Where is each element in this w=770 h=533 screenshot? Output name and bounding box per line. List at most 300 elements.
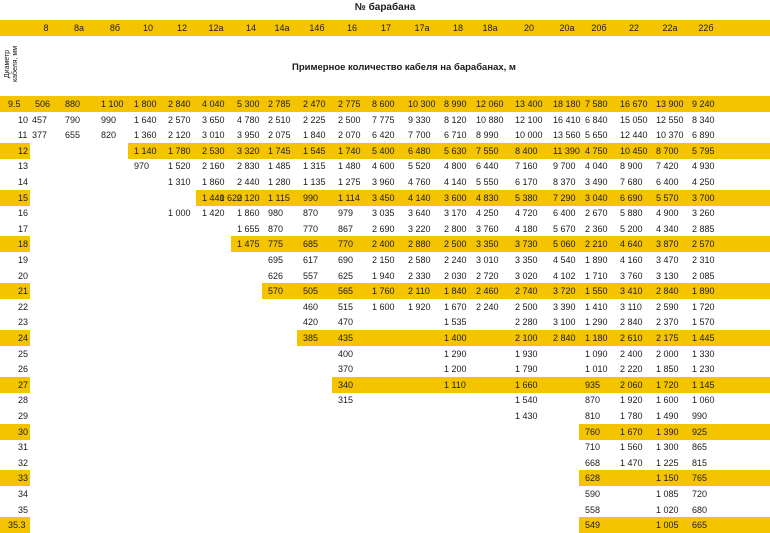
table-cell: 4 040 (202, 99, 225, 109)
table-cell: 8 900 (620, 161, 643, 172)
table-cell: 3 720 (553, 286, 576, 297)
column-header: 8а (73, 23, 84, 33)
table-cell: 2 500 (515, 301, 538, 312)
row-diameter: 24 (18, 333, 29, 343)
table-cell: 1 135 (303, 177, 326, 187)
table-cell: 2 400 (620, 348, 643, 359)
row-diameter: 31 (18, 442, 29, 453)
table-cell: 3 870 (656, 239, 679, 250)
table-cell: 6 400 (656, 177, 679, 187)
table-cell: 7 700 (408, 130, 431, 141)
table-cell: 9 700 (553, 161, 576, 172)
table-cell: 5 520 (408, 161, 431, 172)
table-subtitle: Примерное количество кабеля на барабанах, м (292, 62, 516, 73)
table-cell: 2 460 (476, 286, 499, 297)
table-cell: 4 830 (476, 192, 499, 203)
table-cell: 2 610 (620, 333, 643, 343)
table-cell: 8 340 (692, 114, 715, 125)
table-cell: 815 (692, 457, 708, 468)
table-cell: 1 545 (303, 145, 326, 156)
table-cell: 1 600 (372, 301, 395, 312)
table-cell: 680 (692, 504, 708, 515)
table-cell: 626 (268, 270, 284, 281)
table-cell: 1 740 (338, 145, 361, 156)
table-cell: 3 350 (476, 239, 499, 250)
table-cell: 2 120 (237, 192, 260, 203)
table-cell: 4 250 (692, 177, 715, 187)
table-cell: 2 885 (692, 223, 715, 234)
table-cell: 2 280 (515, 317, 538, 328)
table-cell: 8 600 (372, 99, 395, 109)
table-cell: 1 114 (338, 192, 360, 203)
table-cell: 10 000 (515, 130, 543, 141)
table-cell: 2 530 (202, 145, 225, 156)
table-cell: 3 490 (585, 177, 608, 187)
table-cell: 460 (303, 301, 319, 312)
table-cell: 2 210 (585, 239, 608, 250)
table-cell: 11 390 (553, 145, 580, 156)
table-cell: 565 (338, 286, 354, 297)
table-cell: 2 085 (692, 270, 715, 281)
column-header: 18 (452, 23, 463, 33)
row-diameter: 30 (18, 426, 29, 437)
table-cell: 13 560 (553, 130, 581, 141)
table-cell: 2 690 (372, 223, 395, 234)
table-cell: 3 010 (202, 130, 225, 141)
table-cell: 549 (585, 520, 601, 531)
table-cell: 617 (303, 255, 319, 265)
table-cell: 506 (35, 99, 51, 109)
table-cell: 8 990 (444, 99, 467, 109)
table-cell: 7 580 (585, 99, 608, 109)
table-cell: 10 880 (476, 114, 504, 125)
table-cell: 16 670 (620, 99, 648, 109)
table-cell: 990 (692, 411, 708, 421)
table-cell: 710 (585, 442, 601, 453)
table-cell: 970 (134, 161, 150, 172)
table-cell: 5 650 (585, 130, 608, 141)
table-cell: 3 650 (202, 114, 225, 125)
column-header: 22а (662, 23, 678, 33)
table-cell: 12 550 (656, 114, 684, 125)
table-cell: 4 720 (515, 208, 538, 219)
table-cell: 1 860 (237, 208, 260, 219)
table-cell: 1 010 (585, 364, 608, 375)
table-cell: 12 440 (620, 130, 648, 141)
table-cell: 370 (338, 364, 354, 375)
column-header: 14 (245, 23, 256, 33)
table-cell: 1 400 (444, 333, 467, 343)
row-diameter: 21 (18, 286, 29, 297)
table-cell: 1 780 (620, 411, 643, 421)
table-cell: 1 430 (515, 411, 538, 421)
table-cell: 1 920 (620, 395, 643, 406)
table-cell: 1 860 (202, 177, 225, 187)
table-cell: 1 710 (585, 270, 608, 281)
row-diameter: 18 (18, 239, 29, 250)
table-cell: 1 570 (692, 317, 715, 328)
table-cell: 3 110 (620, 301, 642, 312)
table-cell: 5 570 (656, 192, 679, 203)
table-cell: 4 040 (585, 161, 608, 172)
table-cell: 3 960 (372, 177, 395, 187)
table-cell: 2 785 (268, 99, 291, 109)
table-cell: 1 560 (620, 442, 643, 453)
table-cell: 2 160 (202, 161, 225, 172)
column-header: 17а (414, 23, 430, 33)
table-cell: 2 800 (444, 223, 467, 234)
table-cell: 1 225 (656, 457, 679, 468)
table-cell: 1 550 (585, 286, 608, 297)
table-cell: 1 115 (268, 192, 290, 203)
table-cell: 377 (32, 130, 48, 141)
column-header: 18а (482, 23, 498, 33)
row-diameter: 33 (18, 473, 29, 484)
table-cell: 5 060 (553, 239, 576, 250)
table-cell: 4 780 (237, 114, 260, 125)
table-cell: 1 360 (134, 130, 157, 141)
table-cell: 4 340 (656, 223, 679, 234)
table-cell: 1 800 (134, 99, 157, 109)
table-cell: 1 145 (692, 379, 715, 390)
column-header: 22б (698, 23, 714, 33)
table-cell: 5 880 (620, 208, 643, 219)
table-cell: 1 780 (168, 145, 191, 156)
table-cell: 457 (32, 114, 48, 125)
table-cell: 3 760 (476, 223, 499, 234)
table-cell: 1 150 (656, 473, 679, 484)
row-diameter: 10 (18, 114, 29, 125)
table-cell: 2 775 (338, 99, 361, 109)
table-cell: 6 400 (553, 208, 576, 219)
table-cell: 3 020 (515, 270, 538, 281)
table-cell: 8 700 (656, 145, 679, 156)
table-cell: 570 (268, 286, 284, 297)
row-diameter: 20 (18, 270, 29, 281)
table-cell: 470 (338, 317, 354, 328)
table-cell: 1 060 (692, 395, 715, 406)
table-cell: 385 (303, 333, 319, 343)
table-cell: 1 140 (134, 145, 157, 156)
table-cell: 8 400 (515, 145, 538, 156)
table-cell: 2 880 (408, 239, 431, 250)
table-cell: 1 490 (656, 411, 679, 421)
column-header: 8б (109, 23, 121, 33)
row-axis-label: Диаметр кабеля, мм (4, 45, 19, 83)
table-cell: 4 250 (476, 208, 499, 219)
table-cell: 420 (303, 317, 319, 328)
table-cell: 3 100 (553, 317, 576, 328)
table-cell: 1 640 (134, 114, 157, 125)
column-header: 12а (208, 23, 224, 33)
row-diameter: 15 (18, 192, 29, 203)
table-cell: 1 300 (656, 442, 679, 453)
table-cell: 1 600 (656, 395, 679, 406)
table-cell: 3 260 (692, 208, 715, 219)
table-cell: 1 085 (656, 489, 679, 499)
table-cell: 590 (585, 489, 601, 499)
table-cell: 979 (338, 208, 354, 219)
table-cell: 1 930 (515, 348, 538, 359)
table-cell: 1 520 (168, 161, 191, 172)
table-cell: 16 410 (553, 114, 581, 125)
table-cell: 10 450 (620, 145, 648, 156)
table-cell: 790 (65, 114, 81, 125)
table-cell: 1 890 (585, 255, 608, 265)
table-cell: 1 840 (303, 130, 326, 141)
table-cell: 3 220 (408, 223, 431, 234)
table-cell: 1 670 (620, 426, 643, 437)
table-cell: 7 775 (372, 114, 395, 125)
table-cell: 12 100 (515, 114, 543, 125)
table-cell: 4 750 (585, 145, 608, 156)
table-cell: 5 200 (620, 223, 643, 234)
table-cell: 1 720 (656, 379, 679, 390)
table-cell: 810 (585, 411, 601, 421)
table-cell: 1 020 (656, 504, 679, 515)
table-cell: 13 400 (515, 99, 543, 109)
table-cell: 3 700 (692, 192, 715, 203)
table-cell: 558 (585, 504, 601, 515)
table-cell: 1 720 (692, 301, 715, 312)
table-cell: 6 480 (408, 145, 431, 156)
table-cell: 2 075 (268, 130, 291, 141)
table-cell: 5 380 (515, 192, 538, 203)
table-cell: 4 640 (620, 239, 643, 250)
table-cell: 1 655 (237, 223, 260, 234)
table-cell: 2 590 (656, 301, 679, 312)
row-diameter: 35.3 (8, 520, 26, 531)
row-diameter: 27 (18, 379, 29, 390)
table-cell: 5 630 (444, 145, 467, 156)
table-cell: 2 150 (372, 255, 395, 265)
table-cell: 10 300 (408, 99, 436, 109)
table-cell: 1 290 (585, 317, 608, 328)
column-header: 8 (43, 23, 49, 33)
table-cell: 13 900 (656, 99, 684, 109)
row-diameter: 35 (18, 504, 29, 515)
table-cell: 8 120 (444, 114, 467, 125)
column-header: 20 (523, 23, 534, 33)
table-cell: 628 (585, 473, 601, 484)
table-cell: 1 330 (692, 348, 715, 359)
table-cell: 2 440 (237, 177, 260, 187)
row-diameter: 13 (18, 161, 29, 172)
table-cell: 4 760 (408, 177, 431, 187)
table-cell: 5 795 (692, 145, 715, 156)
table-cell: 3 035 (372, 208, 395, 219)
table-cell: 18 180 (553, 99, 581, 109)
table-cell: 2 225 (303, 114, 326, 125)
table-cell: 9 240 (692, 99, 715, 109)
table-cell: 1 745 (268, 145, 291, 156)
table-cell: 1 230 (692, 364, 715, 375)
table-cell: 5 670 (553, 223, 576, 234)
table-cell: 2 830 (237, 161, 260, 172)
column-header: 17 (380, 23, 391, 33)
table-cell: 2 240 (476, 301, 499, 312)
table-cell: 3 010 (476, 255, 499, 265)
table-cell: 4 102 (553, 270, 576, 281)
table-cell: 1 475 (237, 239, 260, 250)
table-cell: 400 (338, 348, 354, 359)
table-cell: 1 440 (202, 192, 225, 203)
table-cell: 6 840 (585, 114, 608, 125)
table-cell: 1 445 (692, 333, 715, 343)
table-cell: 1 280 (268, 177, 291, 187)
table-cell: 668 (585, 457, 601, 468)
table-cell: 1 890 (692, 286, 715, 297)
table-cell: 870 (585, 395, 601, 406)
table-cell: 655 (65, 130, 81, 141)
table-cell: 4 900 (656, 208, 679, 219)
table-cell: 3 640 (408, 208, 431, 219)
table-cell: 4 800 (444, 161, 467, 172)
table-cell: 3 350 (515, 255, 538, 265)
row-diameter: 34 (18, 489, 29, 499)
table-cell: 720 (692, 489, 708, 499)
table-cell: 1 275 (338, 177, 361, 187)
table-cell: 2 220 (620, 364, 643, 375)
table-cell: 1 790 (515, 364, 538, 375)
column-header: 12 (176, 23, 187, 33)
table-cell: 3 600 (444, 192, 467, 203)
column-header: 10 (142, 23, 153, 33)
table-cell: 15 050 (620, 114, 648, 125)
table-cell: 4 180 (515, 223, 538, 234)
table-cell: 1 290 (444, 348, 467, 359)
table-cell: 2 470 (303, 99, 326, 109)
table-cell: 1 920 (408, 301, 431, 312)
table-cell: 2 840 (620, 317, 643, 328)
row-diameter: 11 (18, 130, 28, 141)
table-cell: 5 300 (237, 99, 260, 109)
table-cell: 4 140 (408, 192, 431, 203)
table-cell: 10 370 (656, 130, 684, 141)
table-cell: 12 060 (476, 99, 504, 109)
table-cell: 3 950 (237, 130, 260, 141)
table-cell: 2 840 (168, 99, 191, 109)
table-cell: 2 360 (585, 223, 608, 234)
table-cell: 1 100 (101, 99, 124, 109)
table-cell: 2 840 (656, 286, 679, 297)
table-cell: 6 690 (620, 192, 643, 203)
row-diameter: 26 (18, 364, 29, 375)
table-cell: 515 (338, 301, 354, 312)
table-cell: 685 (303, 239, 319, 250)
table-cell: 1 620 (219, 192, 243, 203)
column-header: 22 (628, 23, 639, 33)
table-cell: 2 580 (408, 255, 431, 265)
table-cell: 4 930 (692, 161, 715, 172)
table-cell: 2 330 (408, 270, 431, 281)
table-cell: 1 670 (444, 301, 467, 312)
table-cell: 1 310 (168, 177, 191, 187)
table-cell: 870 (268, 223, 284, 234)
row-diameter: 16 (18, 208, 29, 219)
table-cell: 7 680 (620, 177, 643, 187)
table-cell: 505 (303, 286, 319, 297)
table-cell: 6 440 (476, 161, 499, 172)
table-cell: 990 (303, 192, 319, 203)
table-cell: 7 550 (476, 145, 499, 156)
table-cell: 7 160 (515, 161, 538, 172)
table-cell: 2 120 (168, 130, 191, 141)
table-cell: 2 240 (444, 255, 467, 265)
table-cell: 1 420 (202, 208, 225, 219)
table-cell: 3 320 (237, 145, 260, 156)
table-cell: 2 570 (692, 239, 715, 250)
table-cell: 435 (338, 333, 354, 343)
table-cell: 2 840 (553, 333, 576, 343)
table-cell: 4 140 (444, 177, 467, 187)
table-cell: 2 030 (444, 270, 467, 281)
table-cell: 1 940 (372, 270, 395, 281)
table-cell: 6 710 (444, 130, 467, 141)
column-header: 20б (591, 23, 607, 33)
row-diameter: 25 (18, 348, 29, 359)
table-cell: 4 540 (553, 255, 576, 265)
table-cell: 2 070 (338, 130, 361, 141)
table-title: № барабана (354, 2, 416, 13)
table-cell: 870 (303, 208, 319, 219)
column-header: 16 (346, 23, 357, 33)
row-diameter: 22 (18, 301, 29, 312)
table-cell: 4 160 (620, 255, 643, 265)
table-cell: 695 (268, 255, 284, 265)
table-cell: 880 (65, 99, 81, 109)
table-cell: 1 540 (515, 395, 538, 406)
row-diameter: 23 (18, 317, 29, 328)
table-cell: 3 410 (620, 286, 643, 297)
table-cell: 2 510 (268, 114, 291, 125)
table-cell: 1 390 (656, 426, 679, 437)
table-cell: 340 (338, 379, 354, 390)
table-cell: 1 110 (444, 379, 466, 390)
table-cell: 2 310 (692, 255, 715, 265)
table-cell: 2 000 (656, 348, 679, 359)
table-cell: 2 110 (408, 286, 430, 297)
table-cell: 315 (338, 395, 354, 406)
table-cell: 1 000 (168, 208, 191, 219)
table-cell: 1 840 (444, 286, 467, 297)
table-cell: 6 890 (692, 130, 715, 141)
table-cell: 2 175 (656, 333, 679, 343)
table-cell: 1 005 (656, 520, 679, 531)
table-cell: 820 (101, 130, 117, 141)
table-cell: 625 (338, 270, 354, 281)
table-cell: 7 420 (656, 161, 679, 172)
table-cell: 2 500 (338, 114, 361, 125)
column-header: 20а (559, 23, 575, 33)
table-cell: 3 760 (620, 270, 643, 281)
table-cell: 1 660 (515, 379, 538, 390)
row-diameter: 19 (18, 255, 29, 265)
table-cell: 3 130 (656, 270, 679, 281)
table-cell: 770 (303, 223, 319, 234)
row-diameter: 17 (18, 223, 29, 234)
table-cell: 1 760 (372, 286, 395, 297)
table-cell: 1 090 (585, 348, 608, 359)
table-cell: 5 400 (372, 145, 395, 156)
row-diameter: 28 (18, 395, 29, 406)
table-cell: 2 670 (585, 208, 608, 219)
table-cell: 775 (268, 239, 284, 250)
table-cell: 2 060 (620, 379, 643, 390)
table-cell: 3 470 (656, 255, 679, 265)
table-cell: 865 (692, 442, 708, 453)
row-diameter: 29 (18, 411, 29, 421)
